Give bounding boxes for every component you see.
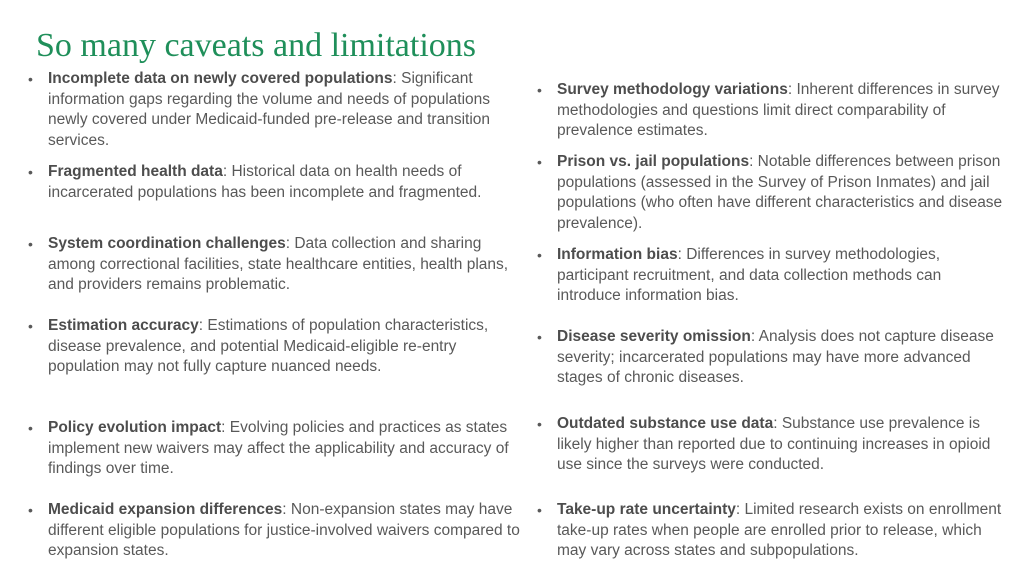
list-item: • Policy evolution impact: Evolving policies and practices as states implement new waivers may affect the applicability and accuracy of findings over time. (28, 419, 509, 478)
list-item: • Fragmented health data: Historical data on health needs of incarcerated populations has been incomplete and fragmented. (28, 163, 482, 201)
list-item: • Outdated substance use data: Substance use prevalence is likely higher than reported due to continuing increases in opioid use since the surveys were conducted. (537, 415, 991, 474)
list-item: • Estimation accuracy: Estimations of population characteristics, disease prevalence, and potential Medicaid-eligible re-entry population may not fully capture nuanced needs. (28, 317, 489, 376)
item-body: Notable differences between prison populations (assessed in the Survey of Prison Inmates) and jail populations (who often have different characteristics and disease prevalence). (557, 153, 1003, 232)
item-body: Substance use prevalence is likely higher than reported due to continuing increases in opioid use since the surveys were conducted. (557, 415, 991, 474)
item-heading: Outdated substance use data (557, 415, 774, 432)
bullet-icon: • (537, 247, 542, 263)
bullet-icon: • (537, 154, 542, 170)
item-heading: Incomplete data on newly covered populations (48, 70, 393, 87)
bullet-icon: • (28, 420, 33, 436)
bullet-icon: • (537, 82, 542, 98)
list-item: • System coordination challenges: Data collection and sharing among correctional facilities, state healthcare entities, health plans, and providers remains problematic. (28, 235, 509, 294)
item-body: Limited research exists on enrollment take-up rates when people are enrolled prior to release, which may vary across states and subpopulations. (557, 501, 1002, 560)
item-heading: Medicaid expansion differences (48, 501, 283, 518)
bullet-icon: • (537, 416, 542, 432)
item-heading: Survey methodology variations (557, 81, 788, 98)
bullet-icon: • (28, 236, 33, 252)
item-heading: System coordination challenges (48, 235, 286, 252)
list-item: • Incomplete data on newly covered populations: Significant information gaps regarding the volume and needs of populations newly covered under Medicaid-funded pre-release and transition services. (28, 70, 491, 149)
item-body: Non-expansion states may have different eligible populations for justice-involved waivers compared to expansion states. (48, 501, 520, 560)
list-item: • Take-up rate uncertainty: Limited research exists on enrollment take-up rates when people are enrolled prior to release, which may vary across states and subpopulations. (537, 501, 1002, 560)
bullet-icon: • (537, 329, 542, 345)
item-body: Estimations of population characteristics, disease prevalence, and potential Medicaid-eligible re-entry population may not fully capture nuanced needs. (48, 317, 489, 376)
item-heading: Information bias (557, 246, 678, 263)
bullet-icon: • (28, 502, 33, 518)
item-heading: Take-up rate uncertainty (557, 501, 736, 518)
item-body: Analysis does not capture disease severity; incarcerated populations may have more advanced stages of chronic diseases. (557, 328, 994, 387)
bullet-icon: • (28, 71, 33, 87)
list-item: • Survey methodology variations: Inherent differences in survey methodologies and questions limit direct comparability of prevalence estimates. (537, 81, 1000, 140)
item-body: Differences in survey methodologies, participant recruitment, and data collection methods can introduce information bias. (557, 246, 942, 305)
item-heading: Estimation accuracy (48, 317, 199, 334)
item-heading: Disease severity omission (557, 328, 751, 345)
bullet-icon: • (537, 502, 542, 518)
slide-title: So many caveats and limitations (36, 27, 477, 64)
list-item: • Disease severity omission: Analysis does not capture disease severity; incarcerated populations may have more advanced stages of chronic diseases. (537, 328, 994, 387)
item-heading: Prison vs. jail populations (557, 153, 750, 170)
list-item: • Medicaid expansion differences: Non-expansion states may have different eligible populations for justice-involved waivers compared to expansion states. (28, 501, 520, 560)
item-body: Historical data on health needs of incarcerated populations has been incomplete and fragmented. (48, 163, 482, 201)
item-heading: Policy evolution impact (48, 419, 222, 436)
item-body: Inherent differences in survey methodologies and questions limit direct comparability of prevalence estimates. (557, 81, 1000, 140)
item-body: Data collection and sharing among correctional facilities, state healthcare entities, health plans, and providers remains problematic. (48, 235, 509, 294)
item-heading: Fragmented health data (48, 163, 223, 180)
item-body: Significant information gaps regarding the volume and needs of populations newly covered under Medicaid-funded pre-release and transition services. (48, 70, 491, 149)
list-item: • Information bias: Differences in survey methodologies, participant recruitment, and data collection methods can introduce information bias. (537, 246, 942, 305)
bullet-icon: • (28, 164, 33, 180)
bullet-icon: • (28, 318, 33, 334)
list-item: • Prison vs. jail populations: Notable differences between prison populations (assessed in the Survey of Prison Inmates) and jail populations (who often have different characteristics and disease prevalence). (537, 153, 1003, 232)
item-body: Evolving policies and practices as states implement new waivers may affect the applicability and accuracy of findings over time. (48, 419, 509, 478)
